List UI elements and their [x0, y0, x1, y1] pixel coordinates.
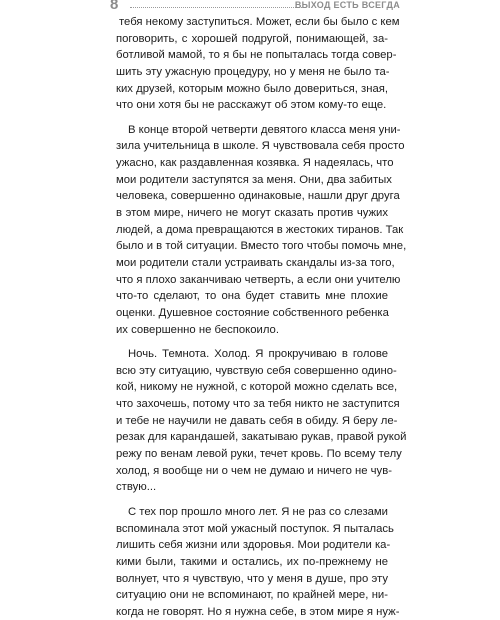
text-line: зила учительница в школе. Я чувствовала себя просто [116, 140, 405, 153]
text-line: В конце второй четверти девятого класса меня уни- [128, 123, 401, 136]
paragraph-2 [116, 122, 407, 338]
paragraph-4 [116, 504, 400, 620]
text-line: лишить себя жизни или здоровья. Мои родители ка- [116, 539, 391, 552]
text-line: поговорить, с хорошей подругой, понимающей, за- [116, 32, 388, 45]
running-header [110, 0, 400, 14]
paragraph-gap [116, 496, 388, 504]
text-line: всю эту ситуацию, чувствую себя совершенно одино- [116, 364, 397, 377]
text-line: что я плохо заканчиваю четверть, а если они учителю [116, 273, 401, 286]
text-line: ких друзей, которым можно было довериться, зная, [116, 82, 388, 95]
text-line: кой, никому не нужной, с которой можно сделать все, [116, 381, 398, 394]
paragraph-3 [116, 346, 407, 496]
paragraph-gap [116, 338, 388, 346]
text-line: режу по венам левой руки, течет кровь. По всему телу [116, 448, 402, 461]
text-line: холод, я вообще ни о чем не думаю и ничего не чув- [116, 464, 392, 477]
text-line: мои родители заступятся за меня. Они, два забитых [116, 173, 392, 186]
text-line: С тех пор прошло много лет. Я не раз со слезами [128, 505, 388, 518]
paragraph-1 [116, 14, 400, 114]
text-line: было и в той ситуации. Вместо того чтобы помочь мне, [116, 240, 407, 253]
text-line: и тебе не научили не давать себя в обиду. Я беру ле- [116, 414, 398, 427]
text-line: шить эту ужасную процедуру, но у меня не было та- [116, 65, 390, 78]
text-line: оценки. Душевное состояние собственного ребенка [116, 306, 389, 319]
text-line: резак для карандашей, закатываю рукав, правой рукой [116, 431, 407, 444]
text-line: ситуацию они не вспоминают, по крайней мере, ни- [116, 589, 388, 602]
body-text [116, 14, 407, 620]
text-line: людей, а дома превращаются в жестоких тиранов. Так [116, 223, 404, 236]
header-dotted-rule [130, 7, 302, 8]
paragraph-gap [116, 114, 388, 122]
text-line: что захочешь, потому что за тебя никто не заступится [116, 398, 400, 411]
text-line: волнует, что я чувствую, что у меня в душе, про эту [116, 572, 388, 585]
text-line: ботливой мамой, то я бы не попыталась тогда совер- [116, 49, 397, 62]
text-line: в этом мире, ничего не могут сказать против чужих [116, 207, 388, 220]
text-line: что-то сделают, то она будет ставить мне плохие [116, 290, 388, 303]
text-line: вспоминала этот мой ужасный поступок. Я пыталась [116, 522, 394, 535]
text-line: их совершенно не беспокоило. [116, 323, 279, 336]
text-line: кими были, такими и остались, их по-прежнему не [116, 555, 388, 568]
text-line: ужасно, как раздавленная козявка. Я надеялась, что [116, 157, 394, 170]
text-line: ствую... [116, 481, 157, 494]
text-line: когда не говорят. Но я нужна себе, в этом мире я нуж- [116, 605, 400, 618]
text-line: мои родители стали устраивать скандалы из-за того, [116, 256, 395, 269]
text-line: тебя некому заступиться. Может, если бы было с кем [119, 16, 400, 28]
text-line: человека, совершенно одинаковые, нашли друг друга [116, 190, 400, 203]
text-line: что они хотя бы не расскажут об этом кому-то еще. [116, 99, 387, 112]
text-line: Ночь. Темнота. Холод. Я прокручиваю в голове [128, 348, 388, 361]
running-title: ВЫХОД ЕСТЬ ВСЕГДА [294, 0, 400, 10]
page-number: 8 [110, 0, 119, 13]
